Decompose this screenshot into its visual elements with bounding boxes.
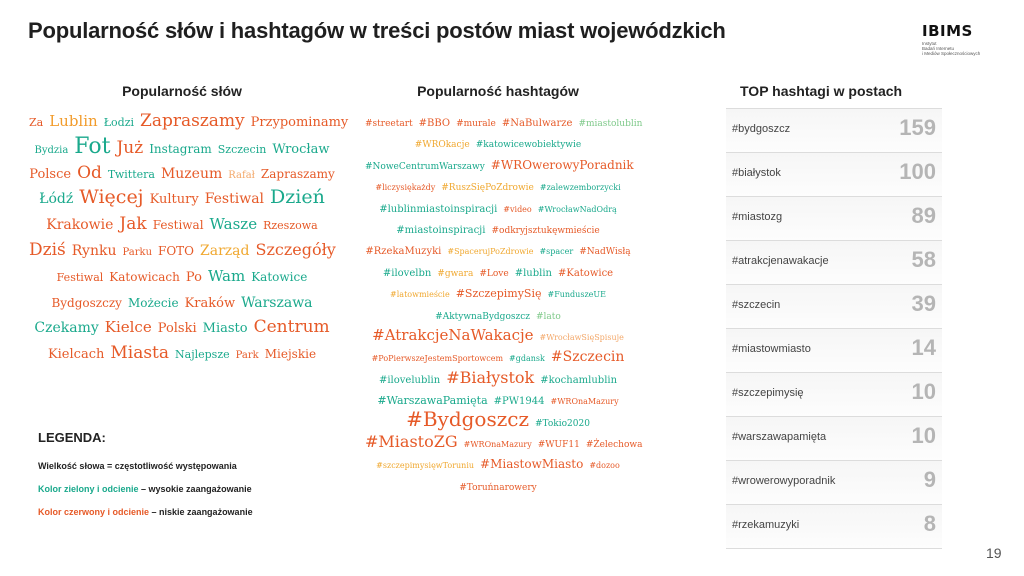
logo-sub-line: Instytut [922, 41, 937, 46]
cloud-hashtag: #WUF11 [537, 439, 580, 450]
cloud-word: Wrocław [272, 141, 330, 157]
cloud-word: Jak [119, 214, 147, 235]
cloud-hashtag: #Tokio2020 [535, 419, 590, 430]
top-hashtag-count: 10 [911, 423, 936, 448]
top-hashtag-name: #szczepimysię [732, 387, 804, 399]
top-hashtag-count: 9 [923, 467, 936, 492]
cloud-word: Miejskie [264, 347, 317, 362]
top-hashtag-row [726, 460, 942, 504]
legend [38, 430, 253, 530]
word-cloud-row [26, 211, 338, 237]
cloud-word: Łódź [39, 191, 74, 208]
top-hashtag-name: #miastowmiasto [732, 343, 811, 355]
word-cloud-row [26, 108, 349, 134]
word-cloud-row [26, 160, 338, 186]
top-hashtag-count: 39 [911, 291, 936, 316]
cloud-hashtag: #gwara [437, 268, 474, 279]
cloud-word: Czekamy [34, 320, 99, 337]
cloud-word: Festiwal [152, 218, 204, 233]
hashtag-cloud-row [362, 388, 634, 409]
cloud-hashtag: #kochamlublin [540, 374, 618, 386]
cloud-word: Bydgoszczy [51, 295, 122, 310]
cloud-word: Możecie [127, 295, 179, 310]
top-hashtags-list [726, 108, 942, 549]
cloud-hashtag: #lato [536, 311, 561, 322]
cloud-hashtag: #Love [479, 268, 509, 279]
cloud-hashtag: #WROkacje [414, 140, 470, 151]
cloud-hashtag: #BBO [418, 118, 451, 129]
hashtag-cloud-row [362, 345, 634, 366]
hashtag-cloud-row [362, 409, 634, 430]
logo-mark: IBIMS [922, 22, 973, 40]
cloud-word: Twittera [107, 167, 155, 181]
cloud-word: Muzeum [160, 165, 223, 182]
top-hashtag-name: #warszawapamięta [732, 431, 827, 443]
top-hashtag-row [726, 196, 942, 240]
cloud-hashtag: #liczysiękażdy [375, 183, 436, 193]
cloud-hashtag: #RzekaMuzyki [365, 246, 442, 258]
cloud-hashtag: #miastolublin [578, 119, 643, 129]
hashtag-cloud-row [362, 174, 634, 195]
top-hashtag-count: 89 [911, 203, 936, 228]
word-cloud-row [26, 185, 338, 211]
cloud-word: Rynku [71, 242, 117, 259]
cloud-word: Zarząd [200, 242, 250, 259]
words-heading: Popularność słów [122, 83, 242, 99]
word-cloud-row [26, 314, 338, 340]
cloud-word: Miasto [202, 321, 248, 337]
hashtag-cloud-row [362, 110, 643, 131]
cloud-word: Lublin [49, 112, 98, 130]
hashtag-cloud-row [362, 260, 634, 281]
cloud-hashtag: #NaBulwarze [501, 118, 573, 129]
hashtag-cloud-row [362, 452, 634, 473]
cloud-word: Już [116, 137, 144, 158]
cloud-word: Polsce [29, 166, 72, 182]
cloud-word: Polski [157, 321, 197, 337]
word-cloud-row [26, 289, 338, 315]
cloud-hashtag: #RuszSięPoZdrowie [441, 183, 534, 194]
cloud-word: Katowicach [109, 269, 180, 284]
cloud-hashtag: #WrocławSięSpisuje [539, 332, 624, 342]
cloud-word: Od [77, 162, 102, 183]
legend-green [38, 484, 253, 494]
logo-sub-line: Badań Internetu [922, 46, 955, 51]
cloud-hashtag: #ilovelublin [378, 374, 441, 386]
cloud-word: Przypominamy [250, 115, 349, 130]
cloud-word: Krakowie [46, 217, 114, 234]
cloud-word: Warszawa [241, 294, 313, 311]
cloud-hashtag: #Bydgoszcz [406, 407, 530, 432]
cloud-hashtag: #MiastoZG [365, 431, 458, 451]
top-hashtag-row [726, 284, 942, 328]
cloud-word: Za [29, 116, 44, 129]
top-hashtag-name: #rzekamuzyki [732, 519, 800, 531]
hashtag-cloud-row [362, 153, 634, 174]
cloud-word: Szczegóły [255, 239, 336, 259]
cloud-hashtag: #gdansk [509, 354, 545, 364]
cloud-word: Dzień [270, 186, 325, 209]
legend-title: LEGENDA: [38, 430, 106, 445]
cloud-word: Festiwal [204, 191, 265, 208]
word-cloud-row [26, 134, 338, 160]
cloud-word: Park [235, 350, 259, 362]
cloud-hashtag: #WrocławNadOdrą [537, 204, 617, 214]
cloud-word: Najlepsze [175, 348, 230, 362]
cloud-word: Kielce [104, 318, 152, 337]
cloud-word: Fot [74, 133, 111, 159]
cloud-word: Kielcach [47, 347, 105, 363]
cloud-word: Szczecin [217, 142, 267, 156]
top-hashtag-count: 8 [923, 511, 936, 536]
cloud-hashtag: #Toruńnarowery [459, 482, 537, 493]
cloud-hashtag: #odkryjsztukęwmieście [491, 225, 600, 236]
hashtag-cloud-row [362, 281, 634, 302]
top-hashtag-name: #wrowerowyporadnik [732, 475, 836, 487]
cloud-word: Festiwal [56, 270, 104, 284]
top-hashtag-row [726, 152, 942, 196]
top-hashtag-count: 10 [911, 379, 936, 404]
cloud-word: Bydzia [34, 144, 69, 156]
cloud-word: Instagram [149, 141, 212, 156]
cloud-hashtag: #lublinmiastoinspiracji [379, 203, 498, 215]
cloud-hashtag: #WROnaMazury [463, 439, 532, 449]
logo-sub-line: i Mediów Społecznościowych [922, 51, 981, 56]
cloud-hashtag: #katowicewobiektywie [475, 140, 582, 151]
cloud-hashtag: #zalewzemborzycki [539, 183, 621, 193]
cloud-word: Więcej [79, 186, 144, 209]
page-number: 19 [986, 545, 1002, 561]
cloud-hashtag: #SzczepimySię [455, 287, 542, 301]
top-hashtag-name: #szczecin [732, 299, 781, 311]
cloud-word: Wasze [209, 215, 258, 234]
page-title: Popularność słów i hashtagów w treści postów miast wojewódzkich [28, 18, 726, 43]
cloud-word: Kraków [184, 295, 236, 311]
cloud-hashtag: #Katowice [557, 267, 614, 279]
legend-green-desc: – wysokie zaangażowanie [138, 484, 252, 494]
hashtag-cloud-row [362, 238, 634, 259]
cloud-hashtag: #murale [456, 119, 496, 129]
ibims-logo [922, 22, 1002, 56]
hashtag-cloud-row [362, 196, 634, 217]
cloud-hashtag: #Białystok [446, 367, 535, 387]
legend-red-label: Kolor czerwony i odcienie [38, 507, 150, 517]
hashtag-cloud-row [362, 217, 634, 238]
cloud-hashtag: #streetart [365, 119, 413, 129]
cloud-word: Łodzi [103, 116, 135, 129]
cloud-word: Kultury [149, 192, 199, 208]
top-hashtag-name: #atrakcjenawakacje [732, 255, 829, 267]
cloud-hashtag: #Szczecin [550, 349, 625, 366]
top-hashtag-count: 100 [899, 159, 936, 184]
top-hashtag-row [726, 108, 942, 152]
word-cloud-row [26, 263, 338, 289]
cloud-hashtag: #ilovelbn [382, 267, 432, 279]
cloud-hashtag: #latowmieście [390, 290, 450, 300]
hashtag-cloud-row [362, 367, 634, 388]
cloud-hashtag: #SpacerujPoZdrowie [447, 247, 534, 257]
cloud-hashtag: #video [503, 204, 532, 214]
hashtag-cloud-row [362, 431, 643, 452]
cloud-hashtag: #AtrakcjeNaWakacje [372, 325, 534, 344]
cloud-hashtag: #WROnaMazury [550, 397, 619, 407]
hashtag-cloud-row [362, 324, 634, 345]
hashtag-cloud-row [362, 303, 634, 324]
word-cloud-row [26, 237, 338, 263]
top-hashtag-name: #białystok [732, 167, 781, 179]
top-hashtag-row [726, 504, 942, 549]
top-hashtag-name: #bydgoszcz [732, 123, 791, 135]
logo-subtitle [922, 41, 1002, 56]
top-hashtag-count: 159 [899, 115, 936, 140]
top-hashtags-heading: TOP hashtagi w postach [740, 83, 903, 99]
cloud-hashtag: #WROwerowyPoradnik [490, 157, 634, 172]
cloud-word: Wam [207, 266, 246, 285]
top-hashtag-row [726, 372, 942, 416]
cloud-hashtag: #NoweCentrumWarszawy [365, 161, 485, 172]
cloud-hashtag: #szczepimysięwToruniu [376, 461, 475, 471]
cloud-word: Miasta [110, 343, 170, 364]
cloud-hashtag: #AktywnaBydgoszcz [435, 311, 530, 322]
cloud-word: Po [185, 269, 202, 285]
cloud-word: Zapraszamy [260, 166, 335, 181]
cloud-hashtag: #WarszawaPamięta [377, 394, 488, 408]
top-hashtag-row [726, 416, 942, 460]
top-hashtag-name: #miastozg [732, 211, 783, 223]
cloud-hashtag: #spacer [539, 247, 574, 257]
cloud-hashtag: #lublin [514, 267, 552, 279]
legend-green-label: Kolor zielony i odcienie [38, 484, 139, 494]
word-cloud-row [26, 340, 338, 366]
cloud-hashtag: #NadWisłą [579, 247, 631, 258]
legend-red [38, 507, 253, 517]
cloud-hashtag: #PoPierwszeJestemSportowcem [371, 354, 504, 364]
cloud-hashtag: #FunduszeUE [547, 290, 606, 300]
cloud-hashtag: #dozoo [589, 461, 620, 471]
top-hashtag-count: 58 [911, 247, 936, 272]
cloud-word: Rzeszowa [263, 219, 318, 233]
hashtags-heading: Popularność hashtagów [417, 83, 579, 99]
cloud-word: Katowice [251, 269, 308, 284]
hashtag-cloud-row [362, 474, 634, 495]
cloud-word: FOTO [158, 243, 195, 258]
cloud-word: Dziś [29, 239, 66, 260]
cloud-hashtag: #Żelechowa [585, 439, 643, 450]
cloud-word: Centrum [253, 317, 330, 338]
top-hashtag-row [726, 328, 942, 372]
cloud-word: Zapraszamy [140, 111, 245, 131]
cloud-hashtag: #PW1944 [493, 396, 545, 408]
top-hashtag-count: 14 [911, 335, 936, 360]
legend-size: Wielkość słowa = częstotliwość występowania [38, 461, 237, 471]
cloud-word: Rafał [228, 169, 255, 181]
legend-red-desc: – niskie zaangażowanie [149, 507, 253, 517]
top-hashtag-row [726, 240, 942, 284]
cloud-hashtag: #MiastowMiasto [480, 457, 584, 472]
hashtag-cloud [362, 110, 643, 495]
cloud-word: Parku [122, 246, 153, 258]
cloud-hashtag: #miastoinspiracji [396, 224, 486, 236]
word-cloud [26, 108, 349, 366]
